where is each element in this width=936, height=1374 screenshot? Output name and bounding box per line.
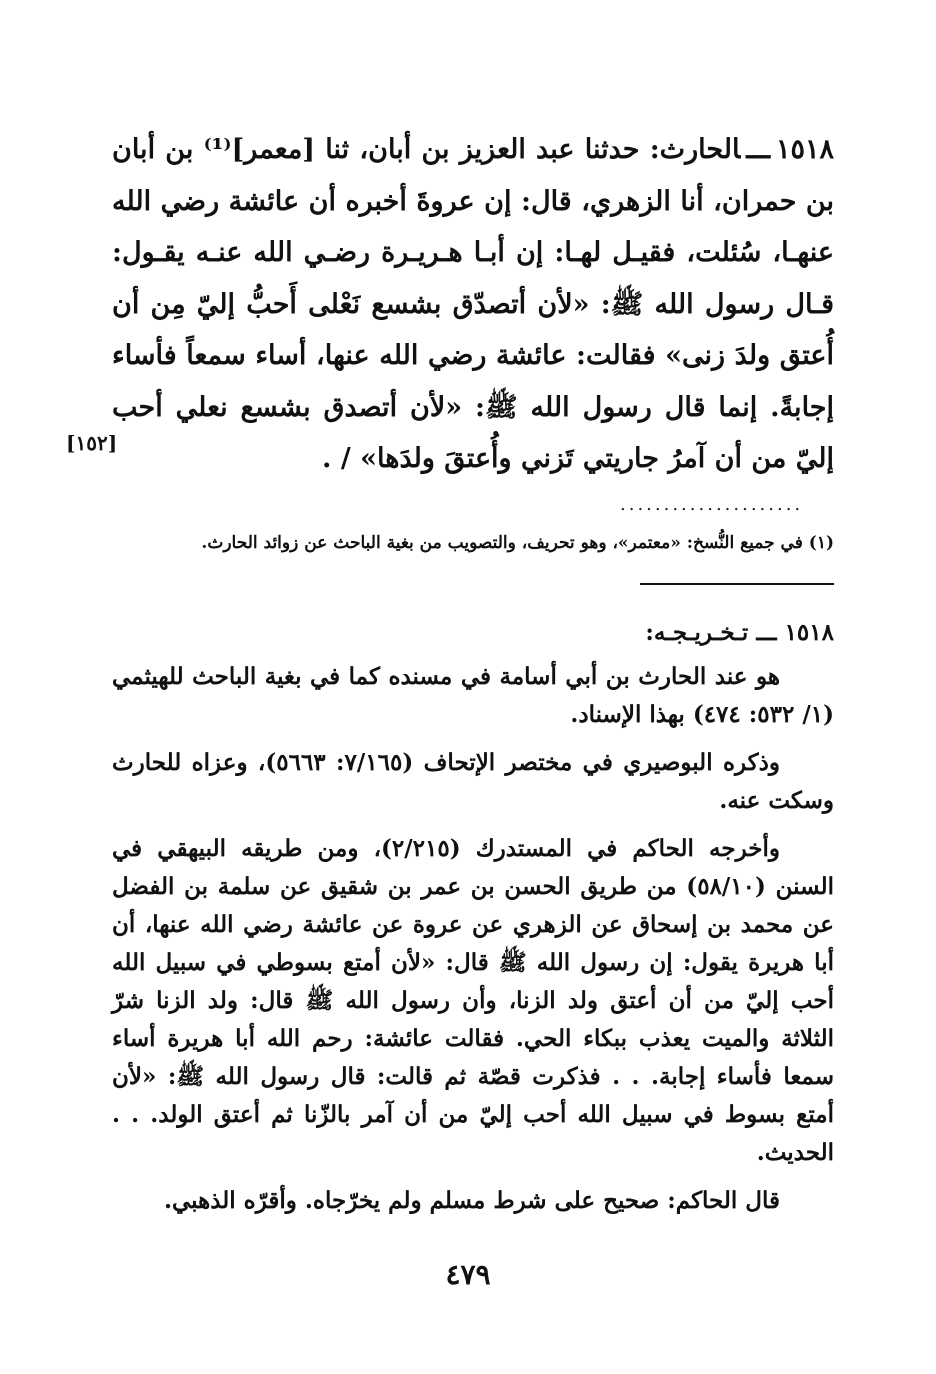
hadith-body: الحارث: حدثنا عبد العزيز بن أبان، ثنا [معمر]⁽¹⁾ بن أبان بن حمران، أنا الزهري، قال: إن عروةَ أخبره أن عائشة رضي الله عنهـا، سُئلت، فقيـل لهـا: إن أبـا هـريـرة رضـي الله عنـه يقـول: قـال رسول الله ﷺ: «لأن أتصدّق بشسع نَعْلى أَحبُّ إليّ مِن أن أُعتق ولدَ زنى» فقالت: عائشة رضي الله عنها، أساء سمعاً فأساء إجابةً. إنما قال رسول الله ﷺ: «لأن أتصدق بشسع نعلي أحب إليّ من أن آمرُ جاريتي تَزني وأُعتقَ ولدَها» / . [112,134,834,474]
hadith-text [112,124,834,485]
takhrij-paragraph: قال الحاكم: صحيح على شرط مسلم ولم يخرّجاه. وأقرّه الذهبي. [163,1187,780,1214]
takhrij-section [112,614,834,1230]
manuscript-page-marker: [١٥٢] [66,431,118,455]
footnote-text: (١) في جميع النُّسخ: «معتمر»، وهو تحريف، والتصويب من بغية الباحث عن زوائد الحارث. [201,533,834,553]
hadith-number: ١٥١٨ [775,134,834,165]
dotted-separator: ..................... [620,494,804,515]
takhrij-heading: ١٥١٨ ـــ تـخـريـجـه: [645,619,834,646]
hadith-paragraph [112,124,834,485]
takhrij-paragraph: وأخرجه الحاكم في المستدرك (٢/٢١٥)، ومن طريقه البيهقي في السنن (٥٨/١٠) من طريق الحسن بن عمر بن شقيق عن سلمة بن الفضل عن محمد بن إسحاق عن الزهري عن عروة عن عائشة رضي الله عنها، أن أبا هريرة يقول: إن رسول الله ﷺ قال: «لأن أمتع بسوطي في سبيل الله أحب إليّ من أن أعتق ولد الزنا، وأن رسول الله ﷺ قال: ولد الزنا شرّ الثلاثة والميت يعذب ببكاء الحي. فقالت عائشة: رحم الله أبا هريرة أساء سمعا فأساء إجابة. . . فذكرت قصّة ثم قالت: قال رسول الله ﷺ: «لأن أمتع بسوط في سبيل الله أحب إليّ من أن آمر بالزّنا ثم أعتق الولد. . . الحديث. [112,835,834,1166]
page-number: ٤٧٩ [445,1258,491,1291]
section-divider [640,583,834,585]
takhrij-paragraph: هو عند الحارث بن أبي أسامة في مسنده كما في بغية الباحث للهيثمي (١/ ٥٣٢: ٤٧٤) بهذا الإسناد. [112,663,834,728]
footnote [150,528,834,558]
hadith-dash: ـــ [746,134,770,165]
takhrij-paragraph: وذكره البوصيري في مختصر الإتحاف (٧/١٦٥: ٥٦٦٣)، وعزاه للحارث وسكت عنه. [112,749,834,814]
